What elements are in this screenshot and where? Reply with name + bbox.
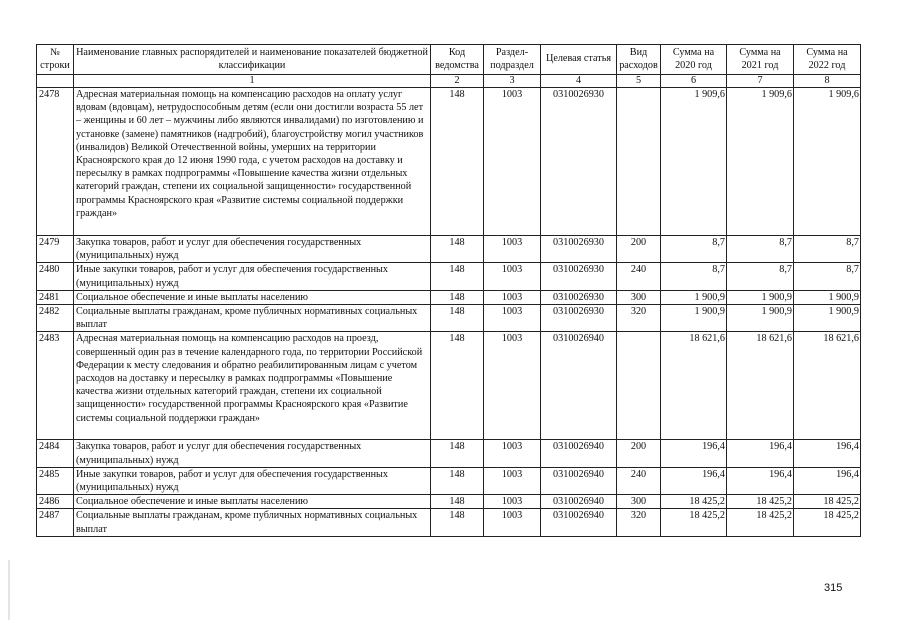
row-vid — [617, 332, 661, 440]
row-sum-2020: 196,4 — [661, 467, 727, 494]
row-sum-2022: 8,7 — [794, 236, 861, 263]
row-sum-2020: 1 909,6 — [661, 88, 727, 236]
row-vid: 240 — [617, 263, 661, 290]
row-sum-2021: 8,7 — [727, 263, 794, 290]
row-statya: 0310026940 — [541, 440, 617, 467]
row-statya: 0310026940 — [541, 332, 617, 440]
row-razdel: 1003 — [484, 509, 541, 536]
table-row — [37, 467, 861, 494]
row-sum-2021: 8,7 — [727, 236, 794, 263]
row-ved: 148 — [431, 332, 484, 440]
row-sum-2021: 1 900,9 — [727, 305, 794, 332]
row-vid — [617, 88, 661, 236]
row-sum-2022: 196,4 — [794, 440, 861, 467]
row-name: Иные закупки товаров, работ и услуг для обеспечения государственных (муниципальных) нужд — [74, 263, 431, 290]
row-ved: 148 — [431, 236, 484, 263]
row-sum-2022: 18 425,2 — [794, 495, 861, 509]
table-header — [37, 45, 861, 88]
row-sum-2020: 18 621,6 — [661, 332, 727, 440]
row-sum-2020: 18 425,2 — [661, 509, 727, 536]
row-vid: 320 — [617, 509, 661, 536]
row-num: 2478 — [37, 88, 74, 236]
row-statya: 0310026930 — [541, 290, 617, 304]
header-ved: Код ведомства — [431, 45, 484, 75]
row-name: Адресная материальная помощь на компенсацию расходов на проезд, совершенный один раз в течение календарного года, по территории Российской Федерации к месту следования и обратно реабилитированным лицам с учетом расходов на доставку и пересылку в рамках подпрограммы «Повышение качества жизни отдельных категорий граждан, степени их социальной защищенности» государственной программы Красноярского края «Развитие системы социальной поддержки граждан» — [74, 332, 431, 440]
row-sum-2020: 1 900,9 — [661, 290, 727, 304]
table-row — [37, 305, 861, 332]
table-row — [37, 236, 861, 263]
row-sum-2022: 1 900,9 — [794, 290, 861, 304]
column-number: 1 — [74, 75, 431, 88]
row-sum-2022: 8,7 — [794, 263, 861, 290]
row-razdel: 1003 — [484, 263, 541, 290]
row-sum-2021: 1 909,6 — [727, 88, 794, 236]
header-sum-2022: Сумма на 2022 год — [794, 45, 861, 75]
row-sum-2022: 196,4 — [794, 467, 861, 494]
row-ved: 148 — [431, 509, 484, 536]
row-razdel: 1003 — [484, 495, 541, 509]
row-name: Социальное обеспечение и иные выплаты населению — [74, 495, 431, 509]
row-num: 2480 — [37, 263, 74, 290]
table-row — [37, 332, 861, 440]
row-statya: 0310026930 — [541, 88, 617, 236]
row-name: Закупка товаров, работ и услуг для обеспечения государственных (муниципальных) нужд — [74, 440, 431, 467]
table-row — [37, 495, 861, 509]
row-statya: 0310026940 — [541, 495, 617, 509]
row-statya: 0310026940 — [541, 467, 617, 494]
row-ved: 148 — [431, 495, 484, 509]
row-sum-2022: 1 909,6 — [794, 88, 861, 236]
row-num: 2479 — [37, 236, 74, 263]
row-num: 2485 — [37, 467, 74, 494]
row-razdel: 1003 — [484, 236, 541, 263]
table-row — [37, 88, 861, 236]
header-sum-2020: Сумма на 2020 год — [661, 45, 727, 75]
row-num: 2483 — [37, 332, 74, 440]
row-vid: 320 — [617, 305, 661, 332]
column-number: 5 — [617, 75, 661, 88]
row-razdel: 1003 — [484, 305, 541, 332]
row-ved: 148 — [431, 263, 484, 290]
row-vid: 200 — [617, 236, 661, 263]
header-statya: Целевая статья — [541, 45, 617, 75]
row-sum-2022: 18 621,6 — [794, 332, 861, 440]
header-name: Наименование главных распорядителей и наименование показателей бюджетной классификации — [74, 45, 431, 75]
row-ved: 148 — [431, 440, 484, 467]
column-number: 7 — [727, 75, 794, 88]
row-name: Адресная материальная помощь на компенсацию расходов на оплату услуг вдовам (вдовцам), нетрудоспособным детям (если они достигли возраста 55 лет – женщины и 60 лет – мужчины либо являются инвалидами) по изготовлению и установке (замене) памятников (надгробий), благоустройству могил участников (инвалидов) Великой Отечественной войны, умерших на территории Красноярского края до 12 июня 1990 года, с учетом расходов на доставку и пересылку в рамках подпрограммы «Повышение качества жизни отдельных категорий граждан, степени их социальной защищенности» государственной программы Красноярского края «Развитие системы социальной поддержки граждан» — [74, 88, 431, 236]
row-sum-2021: 196,4 — [727, 440, 794, 467]
row-statya: 0310026930 — [541, 263, 617, 290]
table-row — [37, 263, 861, 290]
header-razdel: Раздел-подраздел — [484, 45, 541, 75]
row-razdel: 1003 — [484, 332, 541, 440]
row-ved: 148 — [431, 467, 484, 494]
row-razdel: 1003 — [484, 290, 541, 304]
row-razdel: 1003 — [484, 88, 541, 236]
row-sum-2021: 18 621,6 — [727, 332, 794, 440]
row-num: 2482 — [37, 305, 74, 332]
row-ved: 148 — [431, 290, 484, 304]
column-number — [37, 75, 74, 88]
column-number: 6 — [661, 75, 727, 88]
row-vid: 240 — [617, 467, 661, 494]
column-number-row — [37, 75, 861, 88]
row-sum-2021: 1 900,9 — [727, 290, 794, 304]
row-name: Закупка товаров, работ и услуг для обеспечения государственных (муниципальных) нужд — [74, 236, 431, 263]
row-num: 2487 — [37, 509, 74, 536]
row-sum-2021: 18 425,2 — [727, 509, 794, 536]
row-vid: 200 — [617, 440, 661, 467]
header-row-num: № строки — [37, 45, 74, 75]
row-sum-2022: 18 425,2 — [794, 509, 861, 536]
column-number: 2 — [431, 75, 484, 88]
row-statya: 0310026930 — [541, 305, 617, 332]
row-sum-2021: 18 425,2 — [727, 495, 794, 509]
page-number: 315 — [824, 582, 843, 594]
row-num: 2481 — [37, 290, 74, 304]
row-sum-2020: 8,7 — [661, 236, 727, 263]
budget-table — [36, 44, 861, 537]
scan-edge-mark — [8, 560, 10, 620]
row-sum-2022: 1 900,9 — [794, 305, 861, 332]
row-sum-2020: 1 900,9 — [661, 305, 727, 332]
row-name: Иные закупки товаров, работ и услуг для обеспечения государственных (муниципальных) нужд — [74, 467, 431, 494]
column-number: 8 — [794, 75, 861, 88]
header-sum-2021: Сумма на 2021 год — [727, 45, 794, 75]
table-row — [37, 440, 861, 467]
column-number: 4 — [541, 75, 617, 88]
row-vid: 300 — [617, 495, 661, 509]
row-vid: 300 — [617, 290, 661, 304]
row-statya: 0310026940 — [541, 509, 617, 536]
row-razdel: 1003 — [484, 467, 541, 494]
budget-table-page — [36, 44, 861, 537]
row-ved: 148 — [431, 305, 484, 332]
table-row — [37, 290, 861, 304]
row-name: Социальное обеспечение и иные выплаты населению — [74, 290, 431, 304]
row-name: Социальные выплаты гражданам, кроме публичных нормативных социальных выплат — [74, 509, 431, 536]
row-sum-2021: 196,4 — [727, 467, 794, 494]
column-number: 3 — [484, 75, 541, 88]
row-sum-2020: 196,4 — [661, 440, 727, 467]
row-sum-2020: 8,7 — [661, 263, 727, 290]
header-vid: Вид расходов — [617, 45, 661, 75]
table-row — [37, 509, 861, 536]
row-name: Социальные выплаты гражданам, кроме публичных нормативных социальных выплат — [74, 305, 431, 332]
row-num: 2484 — [37, 440, 74, 467]
row-ved: 148 — [431, 88, 484, 236]
row-razdel: 1003 — [484, 440, 541, 467]
row-sum-2020: 18 425,2 — [661, 495, 727, 509]
row-statya: 0310026930 — [541, 236, 617, 263]
row-num: 2486 — [37, 495, 74, 509]
